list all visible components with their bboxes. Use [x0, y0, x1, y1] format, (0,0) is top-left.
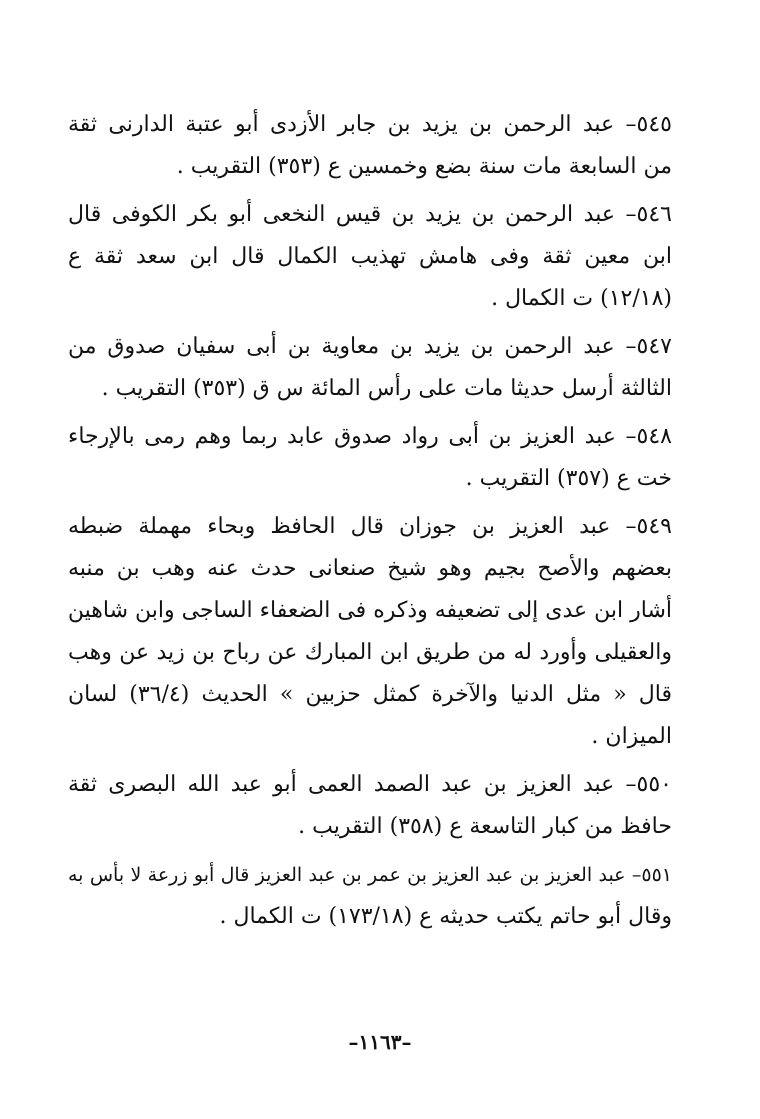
entry-546: [68, 194, 672, 320]
entry-line: قال « مثل الدنيا والآخرة كمثل حزبين » الحديث (٣٦/٤) لسان: [68, 682, 672, 707]
entry-line: وقال أبو حاتم يكتب حديثه ع (١٧٣/١٨) ت الكمال .: [219, 904, 672, 929]
entry-line: بعضهم والأصح بجيم وهو شيخ صنعانى حدث عنه وهب بن منبه: [68, 556, 672, 581]
entry-line: ابن معين ثقة وفى هامش تهذيب الكمال قال ابن سعد ثقة ع: [68, 244, 672, 269]
entry-551: [68, 854, 672, 938]
entry-line: ٥٤٦– عبد الرحمن بن يزيد بن قيس النخعى أبو بكر الكوفى قال: [68, 202, 672, 227]
entry-line: ٥٤٨– عبد العزيز بن أبى رواد صدوق عابد ربما وهم رمى بالإرجاء: [68, 424, 672, 449]
entry-line: الميزان .: [591, 724, 672, 749]
entry-line: ٥٤٥– عبد الرحمن بن يزيد بن جابر الأزدى أبو عتبة الدارنى ثقة: [68, 112, 672, 137]
entry-line: ٥٥٠– عبد العزيز بن عبد الصمد العمى أبو عبد الله البصرى ثقة: [68, 772, 672, 797]
entry-line: ٥٤٧– عبد الرحمن بن يزيد بن معاوية بن أبى سفيان صدوق من: [68, 334, 672, 359]
entry-547: [68, 326, 672, 410]
entry-line: حافظ من كبار التاسعة ع (٣٥٨) التقريب .: [298, 814, 672, 839]
entry-line: ٥٥١– عبد العزيز بن عبد العزيز بن عمر بن عبد العزيز قال أبو زرعة لا بأس به: [68, 864, 672, 886]
entry-545: [68, 104, 672, 188]
entry-549: [68, 506, 672, 758]
entry-line: (١٢/١٨) ت الكمال .: [491, 286, 672, 311]
entry-550: [68, 764, 672, 848]
entry-line: من السابعة مات سنة بضع وخمسين ع (٣٥٣) التقريب .: [176, 154, 672, 179]
entry-line: والعقيلى وأورد له من طريق ابن المبارك عن رباح بن زيد عن وهب: [68, 640, 672, 665]
entry-line: ٥٤٩– عبد العزيز بن جوزان قال الحافظ وبحاء مهملة ضبطه: [68, 514, 672, 539]
entry-line: الثالثة أرسل حديثا مات على رأس المائة س ق (٣٥٣) التقريب .: [101, 376, 672, 401]
entry-line: أشار ابن عدى إلى تضعيفه وذكره فى الضعفاء الساجى وابن شاهين: [68, 598, 672, 623]
entry-line: خت ع (٣٥٧) التقريب .: [465, 466, 672, 491]
entry-548: [68, 416, 672, 500]
page-body: [68, 104, 672, 944]
page-number: –١١٦٣–: [348, 1030, 412, 1054]
